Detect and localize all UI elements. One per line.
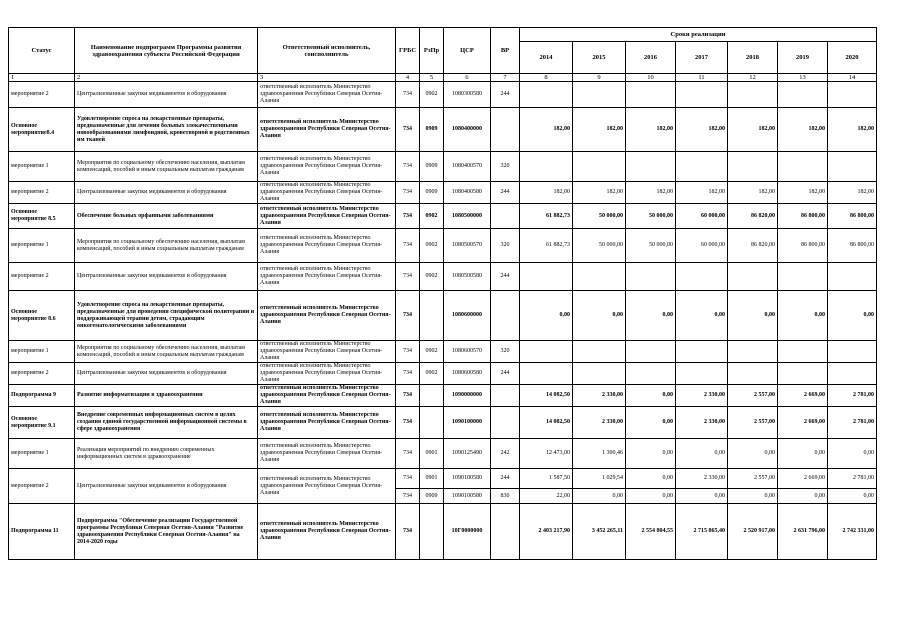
value-cell: 0,00 xyxy=(626,439,676,469)
value-cell: 50 000,00 xyxy=(626,204,676,229)
value-cell: 182,00 xyxy=(828,182,877,204)
status-cell: мероприятие 1 xyxy=(9,152,75,182)
value-cell: 2 403 217,90 xyxy=(520,504,573,560)
header-year: 2014 xyxy=(520,42,573,74)
table-row xyxy=(9,82,877,108)
grbs-cell: 734 xyxy=(396,182,420,204)
header-executor: Ответственный исполнитель, соисполнитель xyxy=(258,28,396,74)
value-cell: 0,00 xyxy=(778,489,828,504)
value-cell: 50 000,00 xyxy=(573,204,626,229)
status-cell: мероприятие 1 xyxy=(9,439,75,469)
value-cell: 182,00 xyxy=(828,108,877,152)
table-row xyxy=(9,341,877,363)
value-cell xyxy=(778,341,828,363)
csr-cell: 1090125490 xyxy=(444,439,491,469)
value-cell xyxy=(676,263,728,291)
value-cell: 2 557,00 xyxy=(728,407,778,439)
value-cell: 0,00 xyxy=(626,407,676,439)
value-cell: 2 330,00 xyxy=(676,407,728,439)
vr-cell xyxy=(491,407,520,439)
name-cell: Мероприятия по социальному обеспечению населения, выплатам компенсаций, пособий и иным социальным выплатам гражданам xyxy=(75,229,258,263)
table-row xyxy=(9,363,877,385)
column-number: 3 xyxy=(258,74,396,82)
rzpr-cell: 0909 xyxy=(420,152,444,182)
value-cell: 86 800,00 xyxy=(828,204,877,229)
rzpr-cell xyxy=(420,407,444,439)
status-cell: мероприятие 2 xyxy=(9,263,75,291)
csr-cell: 1080600000 xyxy=(444,291,491,341)
executor-cell: ответственный исполнитель Министерство здравоохранения Республики Северная Осетия-Алания xyxy=(258,204,396,229)
status-cell: Подпрограмма 11 xyxy=(9,504,75,560)
value-cell: 12 473,00 xyxy=(520,439,573,469)
name-cell: Мероприятия по социальному обеспечению населения, выплатам компенсаций, пособий и иным социальным выплатам гражданам xyxy=(75,341,258,363)
value-cell: 2 631 796,00 xyxy=(778,504,828,560)
value-cell: 2 669,00 xyxy=(778,385,828,407)
value-cell: 2 742 331,00 xyxy=(828,504,877,560)
status-cell: мероприятие 2 xyxy=(9,363,75,385)
name-cell: Реализация мероприятий по внедрению современных информационных систем в здравоохранение xyxy=(75,439,258,469)
value-cell: 182,00 xyxy=(573,182,626,204)
header-grbs: ГРБС xyxy=(396,28,420,74)
value-cell: 2 330,00 xyxy=(573,407,626,439)
value-cell xyxy=(828,152,877,182)
value-cell: 50 000,00 xyxy=(573,229,626,263)
table-row xyxy=(9,291,877,341)
table-row xyxy=(9,385,877,407)
table-row xyxy=(9,504,877,560)
table-row xyxy=(9,204,877,229)
value-cell: 182,00 xyxy=(520,108,573,152)
value-cell: 22,00 xyxy=(520,489,573,504)
column-number: 12 xyxy=(728,74,778,82)
column-number: 4 xyxy=(396,74,420,82)
value-cell: 2 669,00 xyxy=(778,469,828,489)
name-cell: Развитие информатизации в здравоохранении xyxy=(75,385,258,407)
value-cell: 0,00 xyxy=(728,489,778,504)
csr-cell: 1080600570 xyxy=(444,341,491,363)
name-cell: Подпрограмма "Обеспечение реализации Государственной программы Республики Северная Осетия-Алания "Развитие здравоохранения Республики Северная Осетия-Алания" на 2014-2020 годы xyxy=(75,504,258,560)
value-cell: 2 330,00 xyxy=(573,385,626,407)
csr-cell: 1080400570 xyxy=(444,152,491,182)
name-cell: Внедрение современных информационных систем в целях создания единой государственной информационной системы в сфере здравоохранения xyxy=(75,407,258,439)
value-cell xyxy=(828,341,877,363)
column-number: 6 xyxy=(444,74,491,82)
header-terms: Сроки реализации xyxy=(520,28,877,42)
value-cell: 2 669,00 xyxy=(778,407,828,439)
value-cell xyxy=(828,263,877,291)
status-cell: мероприятие 2 xyxy=(9,82,75,108)
table-row xyxy=(9,108,877,152)
value-cell xyxy=(573,341,626,363)
grbs-cell: 734 xyxy=(396,152,420,182)
column-number: 11 xyxy=(676,74,728,82)
value-cell xyxy=(573,363,626,385)
table-row xyxy=(9,229,877,263)
value-cell xyxy=(520,152,573,182)
status-cell: Основное мероприятие 9.1 xyxy=(9,407,75,439)
header-rzpr: РзПр xyxy=(420,28,444,74)
value-cell: 0,00 xyxy=(778,439,828,469)
table-row xyxy=(9,439,877,469)
rzpr-cell: 0902 xyxy=(420,363,444,385)
table-row xyxy=(9,469,877,489)
value-cell: 86 800,00 xyxy=(778,204,828,229)
value-cell: 0,00 xyxy=(728,291,778,341)
vr-cell: 320 xyxy=(491,229,520,263)
csr-cell: 1080500000 xyxy=(444,204,491,229)
table-row xyxy=(9,263,877,291)
value-cell xyxy=(728,82,778,108)
value-cell xyxy=(520,341,573,363)
csr-cell: 1080500570 xyxy=(444,229,491,263)
value-cell xyxy=(676,152,728,182)
executor-cell: ответственный исполнитель Министерство здравоохранения Республики Северная Осетия-Алания xyxy=(258,182,396,204)
executor-cell: ответственный исполнитель Министерство здравоохранения Республики Северная Осетия-Алания xyxy=(258,385,396,407)
header-name: Наименование подпрограмм Программы развития здравоохранения субъекта Российской Федерации xyxy=(75,28,258,74)
value-cell: 2 557,00 xyxy=(728,385,778,407)
value-cell: 61 882,73 xyxy=(520,204,573,229)
rzpr-cell: 0902 xyxy=(420,82,444,108)
vr-cell: 244 xyxy=(491,263,520,291)
grbs-cell: 734 xyxy=(396,407,420,439)
status-cell: мероприятие 1 xyxy=(9,341,75,363)
value-cell xyxy=(573,82,626,108)
value-cell xyxy=(676,341,728,363)
header-vr: ВР xyxy=(491,28,520,74)
vr-cell: 244 xyxy=(491,82,520,108)
csr-cell: 1090100000 xyxy=(444,407,491,439)
vr-cell: 242 xyxy=(491,439,520,469)
name-cell: Удовлетворение спроса на лекарственные препараты, предназначенные для проведения специфической политерапии и поддерживающей терапии детям, страдающим онкогематологическими заболеваниями xyxy=(75,291,258,341)
value-cell xyxy=(778,363,828,385)
vr-cell xyxy=(491,385,520,407)
status-cell: Подпрограмма 9 xyxy=(9,385,75,407)
value-cell xyxy=(573,152,626,182)
value-cell xyxy=(626,152,676,182)
value-cell: 182,00 xyxy=(778,108,828,152)
rzpr-cell: 0902 xyxy=(420,204,444,229)
executor-cell: ответственный исполнитель Министерство здравоохранения Республики Северная Осетия-Алания xyxy=(258,108,396,152)
value-cell: 0,00 xyxy=(573,489,626,504)
executor-cell: ответственный исполнитель Министерство здравоохранения Республики Северная Осетия-Алания xyxy=(258,407,396,439)
value-cell: 0,00 xyxy=(728,439,778,469)
value-cell: 182,00 xyxy=(676,108,728,152)
value-cell: 0,00 xyxy=(676,291,728,341)
executor-cell: ответственный исполнитель Министерство здравоохранения Республики Северная Осетия-Алания xyxy=(258,341,396,363)
executor-cell: ответственный исполнитель Министерство здравоохранения Республики Северная Осетия-Алания xyxy=(258,439,396,469)
value-cell: 86 800,00 xyxy=(828,229,877,263)
value-cell: 182,00 xyxy=(573,108,626,152)
value-cell xyxy=(626,341,676,363)
executor-cell: ответственный исполнитель Министерство здравоохранения Республики Северная Осетия-Алания xyxy=(258,152,396,182)
value-cell: 1 587,50 xyxy=(520,469,573,489)
status-cell: Основное мероприятие 8.6 xyxy=(9,291,75,341)
grbs-cell: 734 xyxy=(396,229,420,263)
value-cell: 86 820,00 xyxy=(728,204,778,229)
executor-cell: ответственный исполнитель Министерство здравоохранения Республики Северная Осетия-Алания xyxy=(258,363,396,385)
value-cell: 14 082,50 xyxy=(520,407,573,439)
vr-cell: 244 xyxy=(491,182,520,204)
csr-cell: 1090100580 xyxy=(444,469,491,489)
value-cell: 0,00 xyxy=(573,291,626,341)
value-cell xyxy=(626,363,676,385)
status-cell: мероприятие 1 xyxy=(9,229,75,263)
csr-cell: 1090000000 xyxy=(444,385,491,407)
name-cell: Мероприятия по социальному обеспечению населения, выплатам компенсаций, пособий и иным социальным выплатам гражданам xyxy=(75,152,258,182)
value-cell xyxy=(573,263,626,291)
column-number: 14 xyxy=(828,74,877,82)
grbs-cell: 734 xyxy=(396,341,420,363)
value-cell xyxy=(728,263,778,291)
value-cell xyxy=(778,82,828,108)
vr-cell: 830 xyxy=(491,489,520,504)
value-cell xyxy=(676,363,728,385)
status-cell: Основное мероприятие8.4 xyxy=(9,108,75,152)
rzpr-cell: 0909 xyxy=(420,489,444,504)
rzpr-cell xyxy=(420,504,444,560)
rzpr-cell: 0909 xyxy=(420,182,444,204)
value-cell: 0,00 xyxy=(626,489,676,504)
value-cell: 182,00 xyxy=(520,182,573,204)
csr-cell: 1080300580 xyxy=(444,82,491,108)
name-cell: Централизованные закупки медикаментов и оборудования xyxy=(75,263,258,291)
column-number: 2 xyxy=(75,74,258,82)
value-cell xyxy=(626,82,676,108)
value-cell: 2 557,00 xyxy=(728,469,778,489)
rzpr-cell: 0901 xyxy=(420,439,444,469)
grbs-cell: 734 xyxy=(396,108,420,152)
csr-cell: 1080600580 xyxy=(444,363,491,385)
value-cell: 50 000,00 xyxy=(626,229,676,263)
grbs-cell: 734 xyxy=(396,291,420,341)
value-cell: 0,00 xyxy=(676,439,728,469)
column-number: 7 xyxy=(491,74,520,82)
value-cell xyxy=(626,263,676,291)
value-cell: 0,00 xyxy=(626,469,676,489)
value-cell xyxy=(676,82,728,108)
table-row xyxy=(9,407,877,439)
value-cell xyxy=(828,363,877,385)
value-cell: 182,00 xyxy=(626,182,676,204)
value-cell: 60 000,00 xyxy=(676,229,728,263)
rzpr-cell: 0902 xyxy=(420,341,444,363)
value-cell: 0,00 xyxy=(828,489,877,504)
grbs-cell: 734 xyxy=(396,363,420,385)
column-number: 13 xyxy=(778,74,828,82)
name-cell: Централизованные закупки медикаментов и оборудования xyxy=(75,182,258,204)
vr-cell xyxy=(491,504,520,560)
name-cell: Удовлетворение спроса на лекарственные препараты, предназначенные для лечения больных злокачественными новообразованиями лимфоидной, кроветворной и родственных им тканей xyxy=(75,108,258,152)
value-cell xyxy=(520,363,573,385)
value-cell xyxy=(778,152,828,182)
header-year: 2016 xyxy=(626,42,676,74)
value-cell: 0,00 xyxy=(676,489,728,504)
vr-cell: 320 xyxy=(491,341,520,363)
executor-cell: ответственный исполнитель Министерство здравоохранения Республики Северная Осетия-Алания xyxy=(258,469,396,504)
value-cell xyxy=(828,82,877,108)
rzpr-cell xyxy=(420,291,444,341)
value-cell: 1 300,46 xyxy=(573,439,626,469)
csr-cell: 1080400000 xyxy=(444,108,491,152)
grbs-cell: 734 xyxy=(396,469,420,489)
name-cell: Централизованные закупки медикаментов и оборудования xyxy=(75,363,258,385)
rzpr-cell: 0909 xyxy=(420,108,444,152)
vr-cell: 244 xyxy=(491,469,520,489)
table-row xyxy=(9,152,877,182)
csr-cell: 1080400580 xyxy=(444,182,491,204)
value-cell: 2 330,00 xyxy=(676,469,728,489)
rzpr-cell: 0902 xyxy=(420,229,444,263)
grbs-cell: 734 xyxy=(396,82,420,108)
vr-cell xyxy=(491,291,520,341)
value-cell xyxy=(728,341,778,363)
value-cell xyxy=(520,263,573,291)
header-csr: ЦСР xyxy=(444,28,491,74)
vr-cell xyxy=(491,108,520,152)
value-cell: 182,00 xyxy=(778,182,828,204)
header-year: 2020 xyxy=(828,42,877,74)
value-cell: 2 781,00 xyxy=(828,407,877,439)
column-number: 10 xyxy=(626,74,676,82)
executor-cell: ответственный исполнитель Министерство здравоохранения Республики Северная Осетия-Алания xyxy=(258,229,396,263)
value-cell: 14 082,50 xyxy=(520,385,573,407)
value-cell: 0,00 xyxy=(828,439,877,469)
status-cell: Основное мероприятие 8.5 xyxy=(9,204,75,229)
executor-cell: ответственный исполнитель Министерство здравоохранения Республики Северная Осетия-Алания xyxy=(258,263,396,291)
grbs-cell: 734 xyxy=(396,489,420,504)
rzpr-cell xyxy=(420,385,444,407)
grbs-cell: 734 xyxy=(396,504,420,560)
name-cell: Централизованные закупки медикаментов и оборудования xyxy=(75,469,258,504)
value-cell: 182,00 xyxy=(626,108,676,152)
value-cell: 2 330,00 xyxy=(676,385,728,407)
value-cell: 182,00 xyxy=(728,108,778,152)
table-row xyxy=(9,182,877,204)
rzpr-cell: 0902 xyxy=(420,263,444,291)
vr-cell xyxy=(491,204,520,229)
grbs-cell: 734 xyxy=(396,439,420,469)
name-cell: Централизованные закупки медикаментов и оборудования xyxy=(75,82,258,108)
header-year: 2018 xyxy=(728,42,778,74)
header-status: Статус xyxy=(9,28,75,74)
value-cell: 2 520 917,00 xyxy=(728,504,778,560)
grbs-cell: 734 xyxy=(396,204,420,229)
header-year: 2019 xyxy=(778,42,828,74)
executor-cell: ответственный исполнитель Министерство здравоохранения Республики Северная Осетия-Алания xyxy=(258,504,396,560)
header-year: 2017 xyxy=(676,42,728,74)
value-cell xyxy=(728,363,778,385)
value-cell: 182,00 xyxy=(676,182,728,204)
program-table xyxy=(8,27,877,560)
column-number: 5 xyxy=(420,74,444,82)
value-cell xyxy=(778,263,828,291)
value-cell: 0,00 xyxy=(520,291,573,341)
column-number: 8 xyxy=(520,74,573,82)
value-cell: 2 715 865,40 xyxy=(676,504,728,560)
value-cell: 3 452 265,11 xyxy=(573,504,626,560)
status-cell: мероприятие 2 xyxy=(9,182,75,204)
csr-cell: 1090100580 xyxy=(444,489,491,504)
value-cell: 182,00 xyxy=(728,182,778,204)
value-cell: 0,00 xyxy=(828,291,877,341)
value-cell xyxy=(520,82,573,108)
rzpr-cell: 0901 xyxy=(420,469,444,489)
value-cell: 0,00 xyxy=(626,385,676,407)
grbs-cell: 734 xyxy=(396,385,420,407)
header-year: 2015 xyxy=(573,42,626,74)
value-cell: 2 781,00 xyxy=(828,469,877,489)
csr-cell: 10Г0000000 xyxy=(444,504,491,560)
executor-cell: ответственный исполнитель Министерство здравоохранения Республики Северная Осетия-Алания xyxy=(258,291,396,341)
column-number: 1 xyxy=(9,74,75,82)
value-cell: 60 000,00 xyxy=(676,204,728,229)
value-cell: 0,00 xyxy=(626,291,676,341)
column-number: 9 xyxy=(573,74,626,82)
value-cell: 0,00 xyxy=(778,291,828,341)
value-cell: 86 800,00 xyxy=(778,229,828,263)
executor-cell: ответственный исполнитель Министерство здравоохранения Республики Северная Осетия-Алания xyxy=(258,82,396,108)
value-cell: 1 029,54 xyxy=(573,469,626,489)
value-cell: 61 882,73 xyxy=(520,229,573,263)
value-cell: 86 820,00 xyxy=(728,229,778,263)
value-cell: 2 554 804,55 xyxy=(626,504,676,560)
vr-cell: 320 xyxy=(491,152,520,182)
value-cell xyxy=(728,152,778,182)
vr-cell: 244 xyxy=(491,363,520,385)
value-cell: 2 781,00 xyxy=(828,385,877,407)
name-cell: Обеспечение больных орфанными заболеваниями xyxy=(75,204,258,229)
grbs-cell: 734 xyxy=(396,263,420,291)
status-cell: мероприятие 2 xyxy=(9,469,75,504)
csr-cell: 1080500580 xyxy=(444,263,491,291)
